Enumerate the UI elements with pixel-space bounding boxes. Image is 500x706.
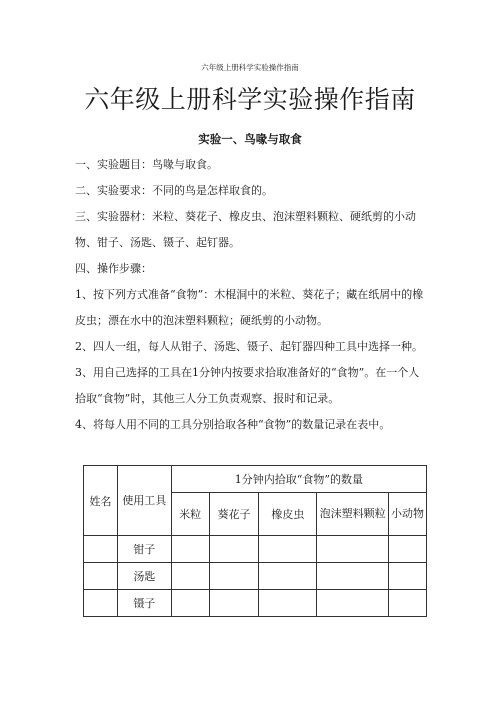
data-cell	[317, 536, 389, 563]
table-header-row	[84, 466, 427, 493]
data-cell	[389, 590, 427, 617]
data-cell	[171, 590, 209, 617]
header-cell-rubber-worm: 橡皮虫	[259, 493, 317, 536]
data-cell	[389, 563, 427, 590]
paragraph-step-3: 3、用自己选择的工具在1分钟内按要求拾取准备好的“食物”。在一个人拾取“食物”时，其他三人分工负责观察、报时和记录。	[75, 366, 420, 405]
tool-cell: 钳子	[117, 536, 171, 563]
header-cell-tool: 使用工具	[117, 466, 171, 536]
data-cell	[209, 536, 259, 563]
running-header: 六年级上册科学实验操作指南	[201, 63, 299, 72]
data-cell	[209, 590, 259, 617]
name-cell	[84, 536, 118, 563]
paragraph-requirement: 二、实验要求：不同的鸟是怎样取食的。	[75, 184, 273, 197]
header-cell-foam-particles: 泡沫塑料颗粒	[317, 493, 389, 536]
data-cell	[317, 563, 389, 590]
header-cell-name: 姓名	[84, 466, 118, 536]
data-cell	[171, 563, 209, 590]
data-cell	[259, 563, 317, 590]
document-body	[75, 152, 427, 438]
tool-cell: 镊子	[117, 590, 171, 617]
paragraph-step-2: 2、四人一组，每人从钳子、汤匙、镊子、起钉器四种工具中选择一种。	[75, 340, 423, 353]
paragraph-step-1: 1、按下列方式准备“食物”：木棍洞中的米粒、葵花子；藏在纸屑中的橡皮虫；漂在水中的泡沫塑料颗粒；硬纸剪的小动物。	[75, 288, 424, 327]
page-title: 六年级上册科学实验操作指南	[84, 85, 416, 114]
name-cell	[84, 590, 118, 617]
table-row	[84, 590, 427, 617]
header-cell-sunflower-seed: 葵花子	[209, 493, 259, 536]
tool-cell: 汤匙	[117, 563, 171, 590]
paragraph-step-4: 4、将每人用不同的工具分别拾取各种“食物”的数量记录在表中。	[75, 418, 391, 431]
header-cell-quantity-group: 1分钟内拾取“食物”的数量	[171, 466, 426, 493]
data-cell	[259, 590, 317, 617]
data-cell	[209, 563, 259, 590]
data-cell	[317, 590, 389, 617]
data-cell	[389, 536, 427, 563]
table-row	[84, 563, 427, 590]
header-cell-small-animal: 小动物	[389, 493, 427, 536]
header-cell-rice: 米粒	[171, 493, 209, 536]
paragraph-steps-heading: 四、操作步骤：	[75, 262, 152, 275]
data-cell	[171, 536, 209, 563]
record-table	[83, 465, 427, 617]
name-cell	[84, 563, 118, 590]
paragraph-topic: 一、实验题目：鸟喙与取食。	[75, 158, 218, 171]
section-title: 实验一、鸟喙与取食	[198, 132, 302, 146]
data-cell	[259, 536, 317, 563]
table-row	[84, 536, 427, 563]
paragraph-materials: 三、实验器材：米粒、葵花子、橡皮虫、泡沫塑料颗粒、硬纸剪的小动物、钳子、汤匙、镊子、起钉器。	[75, 210, 416, 249]
